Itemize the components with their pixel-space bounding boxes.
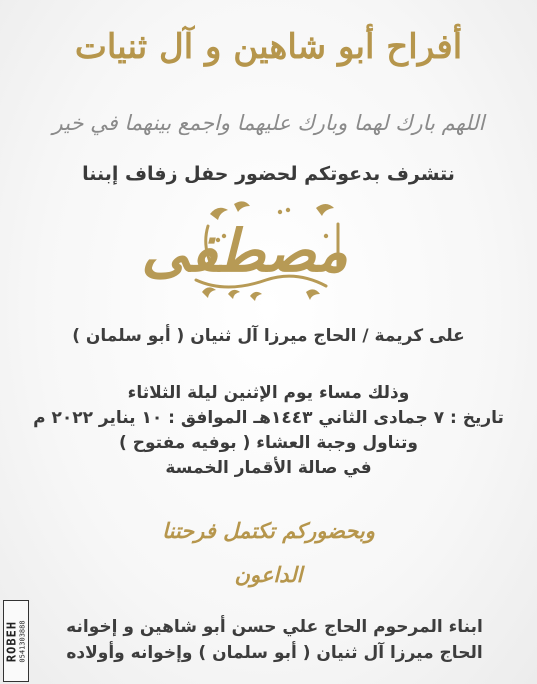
event-details [20,381,517,481]
groom-name: مصطفى [141,217,348,285]
invitation-line: نتشرف بدعوتكم لحضور حفل زفاف إبننا [82,163,455,185]
hosts-names [34,614,515,666]
closing-phrase: وبحضوركم تكتمل فرحتنا [162,518,375,543]
hosts-line-2: الحاج ميرزا آل ثنيان ( أبو سلمان ) وإخوانه وأولاده [66,643,483,663]
event-venue: في صالة الأقمار الخمسة [165,458,372,478]
event-day: وذلك مساء يوم الإثنين ليلة الثلاثاء [127,383,410,403]
families-title: أفراح أبو شاهين و آل ثنيات [74,27,463,67]
bride-family-line: على كريمة / الحاج ميرزا آل ثنيان ( أبو سلمان ) [72,326,465,346]
stamp-phone: 0541303888 [18,619,27,663]
groom-calligraphy [141,196,348,312]
dua-blessing: اللهم بارك لهما وبارك عليهما واجمع بينهما في خير [52,111,485,135]
stamp-logo: ROBEH [4,620,19,662]
hosts-label: الداعون [234,562,303,587]
hosts-line-1: ابناء المرحوم الحاج علي حسن أبو شاهين و إخوانه [66,617,483,637]
event-dinner: وتناول وجبة العشاء ( بوفيه مفتوح ) [119,433,418,453]
designer-stamp [3,600,29,682]
event-date: تاريخ : ٧ جمادى الثاني ١٤٤٣هـ الموافق : ١٠ يناير ٢٠٢٢ م [33,408,504,428]
